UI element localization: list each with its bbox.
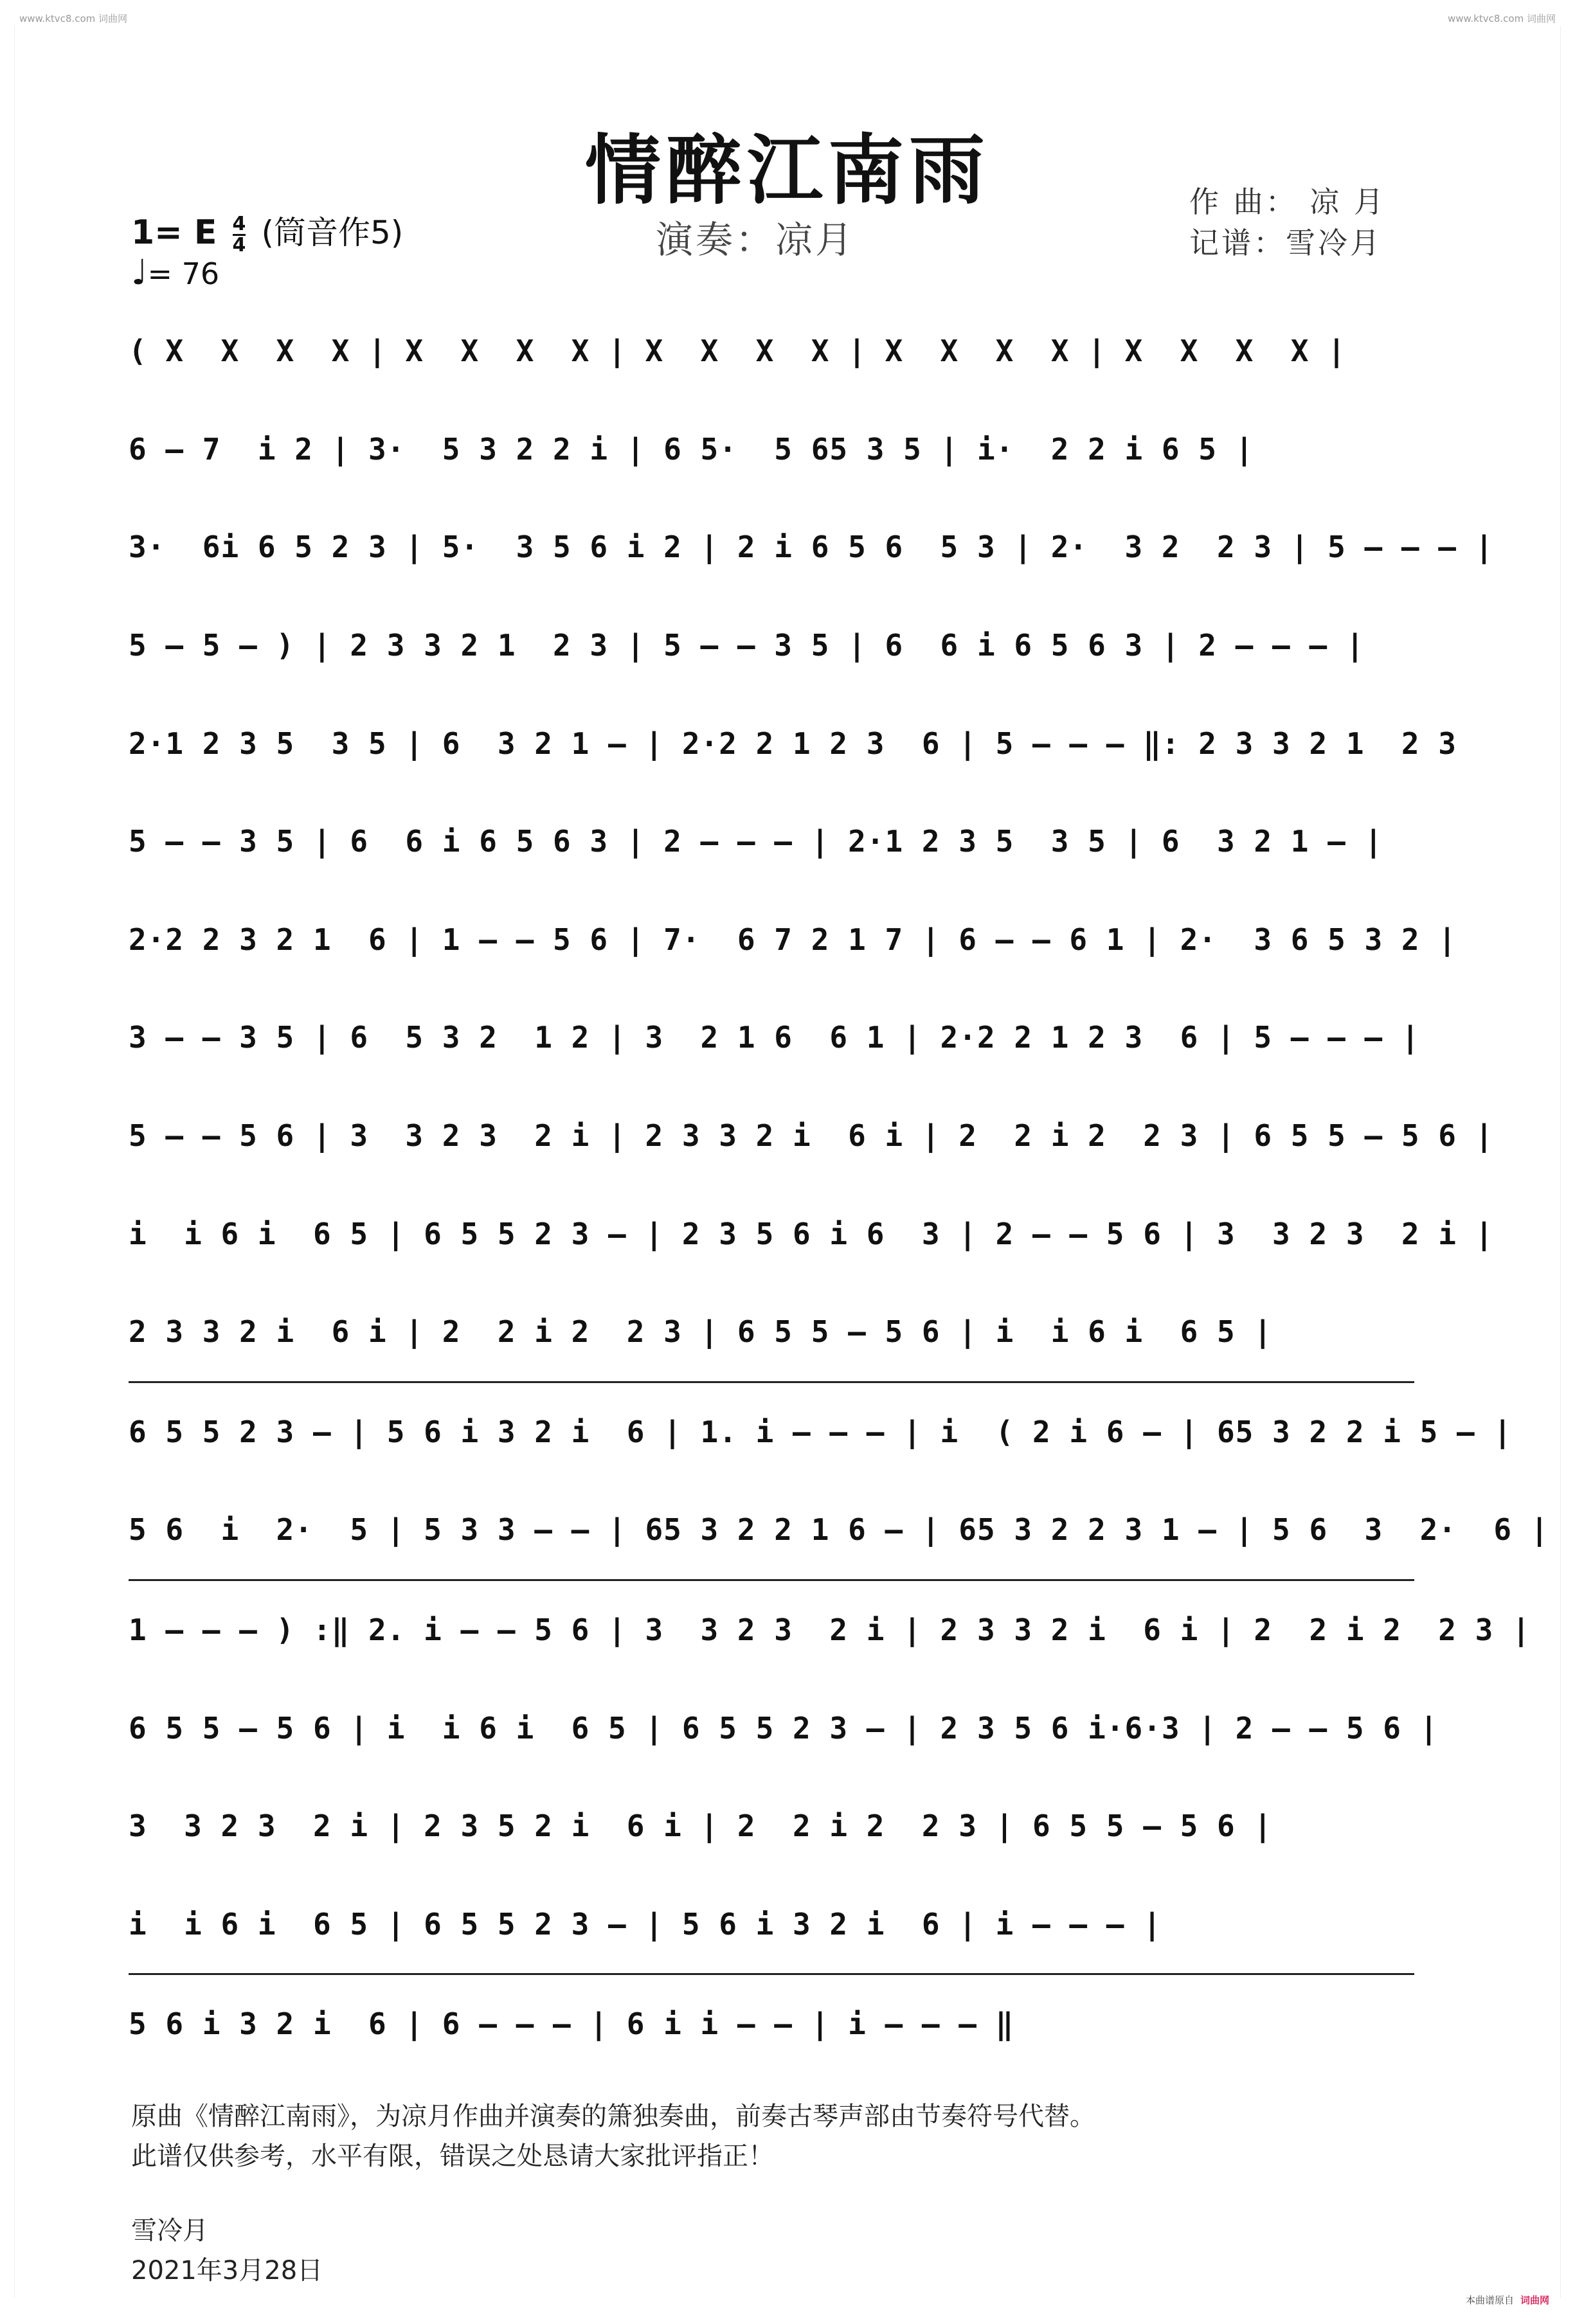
composer-credit: 作 曲： 凉 月 xyxy=(1189,184,1386,219)
score-row-text: 5 – – 3 5 | 6 6 i 6 5 6 3 | 2 – – – | 2·1 2 3 5 3 5 | 6 3 2 1 – | xyxy=(129,824,1383,859)
score-row xyxy=(129,694,1457,792)
score-row xyxy=(129,1679,1439,1777)
source-label: 本曲谱原自 xyxy=(1465,2294,1514,2306)
score-row xyxy=(129,400,1414,499)
transcriber-credit: 记谱：雪冷月 xyxy=(1189,226,1382,260)
score-row-text: 6 – 7 i 2 | 3· 5 3 2 2 i | 6 5· 5 65 3 5 | i· 2 2 i 6 5 | xyxy=(129,431,1254,467)
score-row-text: 5 – – 5 6 | 3 3 2 3 2 i | 2 3 3 2 i 6 i | 2 2 i 2 2 3 | 6 5 5 – 5 6 | xyxy=(129,1118,1494,1154)
score-row-text: 1 – – – ) :‖ 2. i – – 5 6 | 3 3 2 3 2 i | 2 3 3 2 i 6 i | 2 2 i 2 2 3 | xyxy=(129,1613,1531,1648)
left-margin-strip xyxy=(0,26,15,2298)
tempo-marking xyxy=(131,252,219,292)
score-row-text: 5 – 5 – ) | 2 3 3 2 1 2 3 | 5 – – 3 5 | 6 6 i 6 5 6 3 | 2 – – – | xyxy=(129,628,1365,663)
score-row-ending-2 xyxy=(129,1579,1531,1679)
score-row xyxy=(129,792,1414,891)
score-row-text: i i 6 i 6 5 | 6 5 5 2 3 – | 5 6 i 3 2 i 6 | i – – – | xyxy=(129,1906,1162,1942)
source-logo xyxy=(1466,2293,1549,2307)
time-sig-bottom: 4 xyxy=(232,233,246,256)
key-note: (筒音作5) xyxy=(261,214,404,251)
time-sig-top: 4 xyxy=(232,212,246,235)
score-row-text: 3· 6i 6 5 2 3 | 5· 3 5 6 i 2 | 2 i 6 5 6 5 3 | 2· 3 2 2 3 | 5 – – – | xyxy=(129,530,1494,565)
score-row xyxy=(129,1875,1414,1974)
key-label: 1= E xyxy=(131,213,217,252)
source-site: 词曲网 xyxy=(1520,2294,1549,2306)
score-row-text: 2·2 2 3 2 1 6 | 1 – – 5 6 | 7· 6 7 2 1 7 | 6 – – 6 1 | 2· 3 6 5 3 2 | xyxy=(129,922,1457,957)
score-row xyxy=(129,1087,1494,1185)
score-row xyxy=(129,596,1414,695)
footer-note-line-1: 原曲《情醉江南雨》，为凉月作曲并演奏的箫独奏曲，前奏古琴声部由节奏符号代替。 xyxy=(131,2102,1095,2131)
score-row-text: 2·1 2 3 5 3 5 | 6 3 2 1 – | 2·2 2 1 2 3 6 | 5 – – – ‖: 2 3 3 2 1 2 3 xyxy=(129,726,1457,761)
watermark-left: www.ktvc8.com 词曲网 xyxy=(19,13,128,24)
score-row xyxy=(129,302,1414,400)
signoff-name: 雪冷月 xyxy=(131,2216,208,2246)
score-row-text: i i 6 i 6 5 | 6 5 5 2 3 – | 2 3 5 6 i 6 3 | 2 – – 5 6 | 3 3 2 3 2 i | xyxy=(129,1216,1494,1251)
score-row-text: 5 6 i 2· 5 | 5 3 3 – – | 65 3 2 2 1 6 – | 65 3 2 2 3 1 – | 5 6 3 2· 6 | xyxy=(129,1512,1549,1548)
score-row-text: 6 5 5 – 5 6 | i i 6 i 6 5 | 6 5 5 2 3 – | 2 3 5 6 i·6·3 | 2 – – 5 6 | xyxy=(129,1710,1439,1746)
signoff-date: 2021年3月28日 xyxy=(131,2256,323,2285)
score-row-ending-1 xyxy=(129,1381,1513,1481)
score-row xyxy=(129,498,1494,596)
footer-note xyxy=(131,2096,1095,2176)
performer-credit: 演奏：凉月 xyxy=(656,218,856,262)
score-row-final xyxy=(129,1973,1414,2073)
score-row-text: ( X X X X | X X X X | X X X X | X X X X | X X X X | xyxy=(129,334,1346,369)
score-row xyxy=(129,1777,1414,1875)
quarter-note-icon: ♩ xyxy=(131,252,148,292)
score-row xyxy=(129,1184,1494,1283)
watermark-right: www.ktvc8.com 词曲网 xyxy=(1447,13,1556,24)
song-title: 情醉江南雨 xyxy=(584,126,990,215)
footer-note-line-2: 此谱仅供参考，水平有限，错误之处恳请大家批评指正！ xyxy=(131,2141,774,2171)
key-signature xyxy=(131,207,403,255)
notation-score xyxy=(129,302,1549,2073)
score-row-text: 3 – – 3 5 | 6 5 3 2 1 2 | 3 2 1 6 6 1 | 2·2 2 1 2 3 6 | 5 – – – | xyxy=(129,1020,1420,1055)
score-row xyxy=(129,988,1420,1087)
score-row xyxy=(129,1481,1549,1579)
score-row-text: 6 5 5 2 3 – | 5 6 i 3 2 i 6 | 1. i – – – | i ( 2 i 6 – | 65 3 2 2 i 5 – | xyxy=(129,1414,1513,1449)
score-row-text: 2 3 3 2 i 6 i | 2 2 i 2 2 3 | 6 5 5 – 5 6 | i i 6 i 6 5 | xyxy=(129,1314,1273,1350)
signoff xyxy=(131,2211,323,2291)
score-row-text: 5 6 i 3 2 i 6 | 6 – – – | 6 i i – – | i – – – ‖ xyxy=(129,2007,1014,2042)
tempo-value: = 76 xyxy=(147,256,220,291)
score-row xyxy=(129,1283,1414,1381)
credits-block xyxy=(1189,181,1386,264)
right-margin-strip xyxy=(1560,26,1575,2298)
time-signature xyxy=(232,212,246,256)
score-row-text: 3 3 2 3 2 i | 2 3 5 2 i 6 i | 2 2 i 2 2 3 | 6 5 5 – 5 6 | xyxy=(129,1809,1273,1844)
score-row xyxy=(129,891,1457,989)
